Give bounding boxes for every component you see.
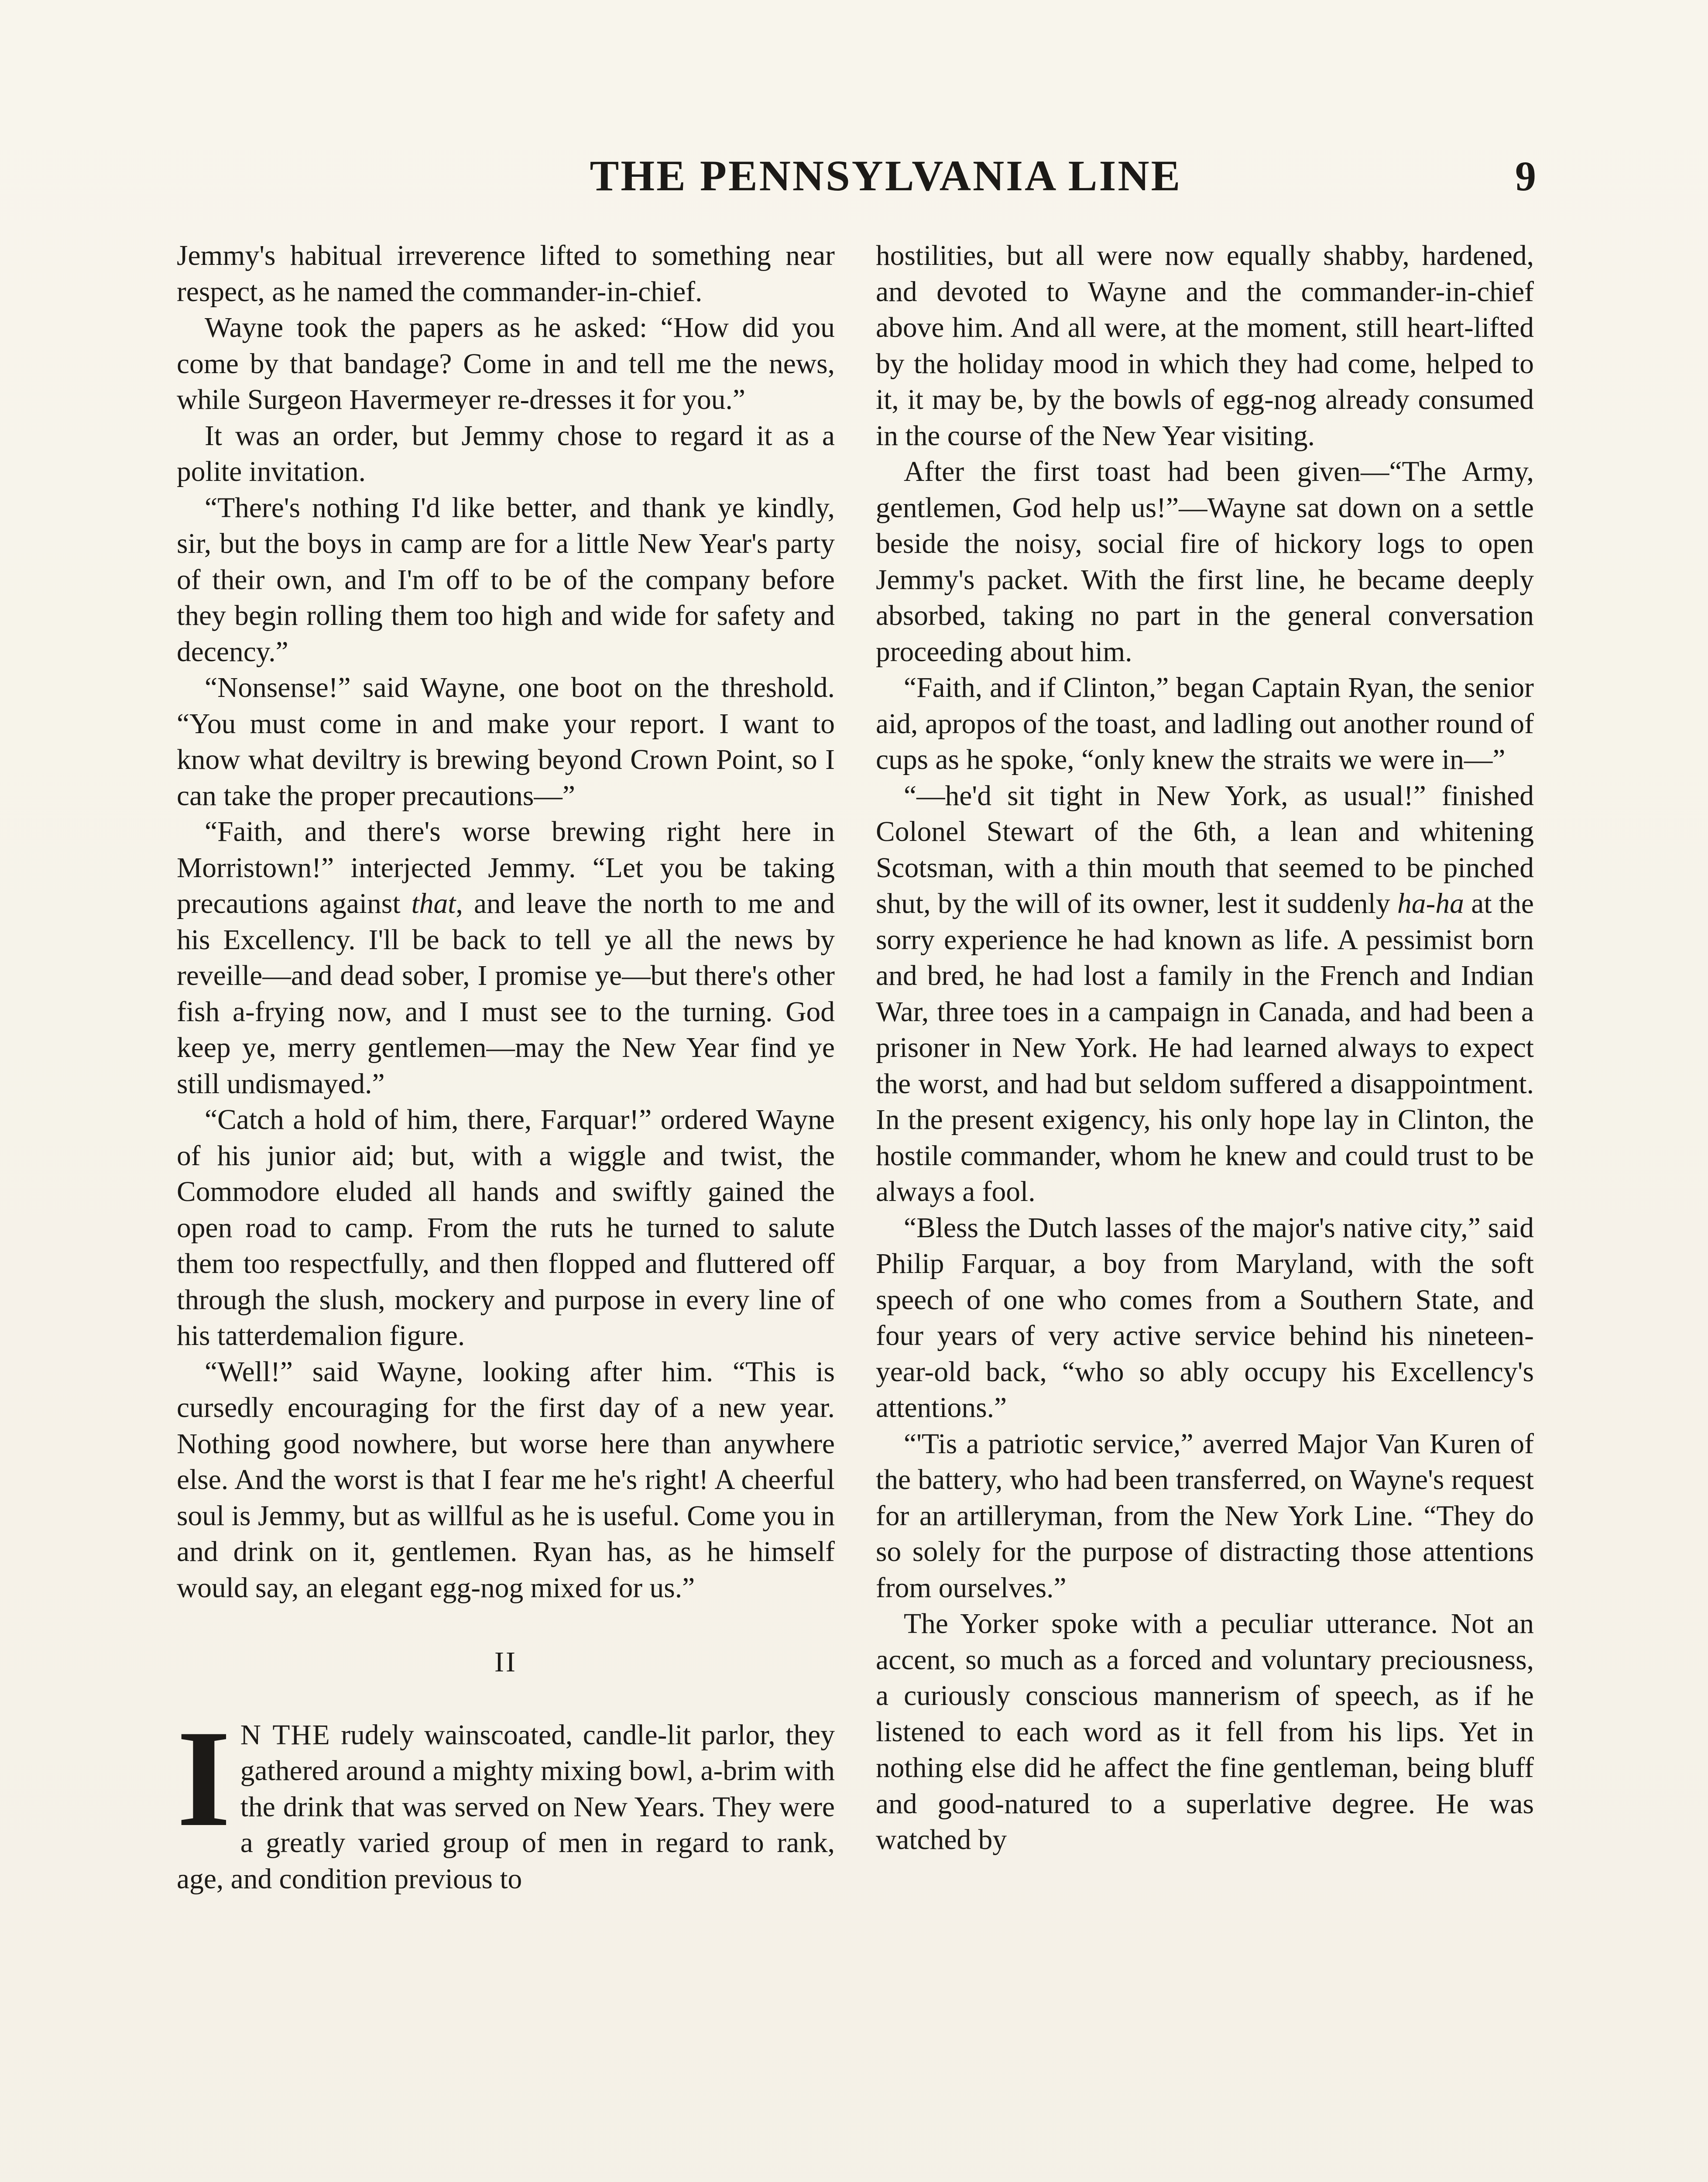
paragraph (177, 1701, 835, 1897)
small-caps-lead: N THE (240, 1719, 331, 1751)
paragraph: “'Tis a patriotic service,” averred Major Van Kuren of the battery, who had been transferred, on Wayne's request for an artilleryman, from the New York Line. “They do so solely for the purpose of distracting those attentions from ourselves.” (876, 1428, 1534, 1604)
running-head (175, 151, 1536, 201)
paragraph-text: rudely wainscoated, candle-lit parlor, they gathered around a mighty mixing bowl, a-brim with the drink that was served on New Years. They were a greatly varied group of men in regard to rank, age, and condition previous to (177, 1719, 835, 1895)
paragraph (876, 778, 1534, 1210)
emphasis: that (411, 888, 456, 919)
page-number: 9 (1515, 153, 1536, 199)
paragraph: “Well!” said Wayne, looking after him. “This is cursedly encouraging for the first day of a new year. Nothing good nowhere, but worse here than anywhere else. And the worst is that I fear me he's right! A cheerful soul is Jemmy, but as willful as he is useful. Come you in and drink on it, gentlemen. Ryan has, as he himself would say, an elegant egg-nog mixed for us.” (177, 1356, 835, 1604)
paragraph: “Bless the Dutch lasses of the major's native city,” said Philip Farquar, a boy from Maryland, with the soft speech of one who comes from a Southern State, and four years of very active service behind his nineteen-year-old back, “who so ably occupy his Excellency's attentions.” (876, 1212, 1534, 1424)
paragraph: “Faith, and if Clinton,” began Captain Ryan, the senior aid, apropos of the toast, and ladling out another round of cups as he spoke, “only knew the straits we were in—” (876, 672, 1534, 775)
paragraph: After the first toast had been given—“The Army, gentlemen, God help us!”—Wayne sat down on a settle beside the noisy, social fire of hickory logs to open Jemmy's packet. With the first line, he became deeply absorbed, taking no part in the general conversation proceeding about him. (876, 456, 1534, 668)
paragraph: The Yorker spoke with a peculiar utterance. Not an accent, so much as a forced and voluntary preciousness, a curiously conscious mannerism of speech, as if he listened to each word as it fell from his lips. Yet in nothing else did he affect the fine gentleman, being bluff and good-natured to a superlative degree. He was watched by (876, 1608, 1534, 1856)
paragraph: Jemmy's habitual irreverence lifted to something near respect, as he named the commander-in-chief. (177, 240, 835, 308)
paragraph-text: , and leave the north to me and his Excellency. I'll be back to tell ye all the news by reveille—and dead sober, I promise ye—but there's other fish a-frying now, and I must see to the turning. God keep ye, merry gentlemen—may the New Year find ye still undismayed.” (177, 888, 835, 1100)
running-title: THE PENNSYLVANIA LINE (590, 151, 1182, 200)
paragraph: “There's nothing I'd like better, and thank ye kindly, sir, but the boys in camp are for a little New Year's party of their own, and I'm off to be of the company before they begin rolling them too high and wide for safety and decency.” (177, 492, 835, 668)
paragraph: “Catch a hold of him, there, Farquar!” ordered Wayne of his junior aid; but, with a wiggle and twist, the Commodore eluded all hands and swiftly gained the open road to camp. From the ruts he turned to salute them too respectfully, and then flopped and fluttered off through the slush, mockery and purpose in every line of his tatterdemalion figure. (177, 1104, 835, 1352)
paragraph (177, 814, 835, 1102)
paragraph: hostilities, but all were now equally shabby, hardened, and devoted to Wayne and the commander-in-chief above him. And all were, at the moment, still heart-lifted by the holiday mood in which they had come, helped to it, it may be, by the bowls of egg-nog already consumed in the course of the New Year visiting. (876, 240, 1534, 452)
paragraph: It was an order, but Jemmy chose to regard it as a polite invitation. (177, 420, 835, 487)
drop-cap: I (177, 1701, 231, 1855)
paragraph-text: “Faith, and there's worse brewing right here in Morristown!” interjected Jemmy. “Let you be taking precautions against (177, 816, 835, 919)
right-column (876, 238, 1534, 1858)
section-numeral: II (494, 1646, 517, 1678)
emphasis: ha-ha (1397, 888, 1464, 919)
paragraph-text: at the sorry experience he had known as life. A pessimist born and bred, he had lost a family in the French and Indian War, three toes in a campaign in Canada, and had been a prisoner in New York. He had learned always to expect the worst, and had but seldom suffered a disappointment. In the present exigency, his only hope lay in Clinton, the hostile commander, whom he knew and could trust to be always a fool. (876, 888, 1534, 1208)
paragraph: Wayne took the papers as he asked: “How did you come by that bandage? Come in and tell me the news, while Surgeon Havermeyer re-dresses it for you.” (177, 312, 835, 415)
paragraph: “Nonsense!” said Wayne, one boot on the threshold. “You must come in and make your report. I want to know what deviltry is brewing beyond Crown Point, so I can take the proper precautions—” (177, 672, 835, 812)
left-column (177, 238, 835, 1897)
paragraph-text: “—he'd sit tight in New York, as usual!” finished Colonel Stewart of the 6th, a lean and whitening Scotsman, with a thin mouth that seemed to be pinched shut, by the will of its owner, lest it suddenly (876, 780, 1534, 919)
